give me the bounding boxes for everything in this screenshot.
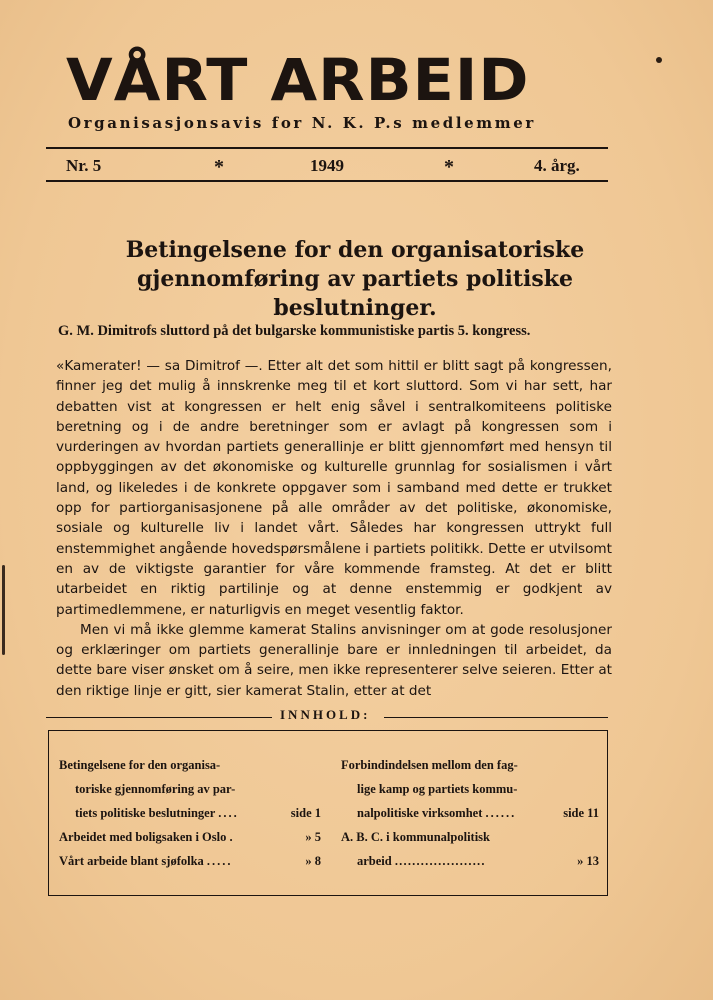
article-headline: [60, 236, 650, 323]
contents-entry-line: Forbindindelsen mellom den fag-: [341, 758, 518, 772]
contents-entry-text: Vårt arbeide blant sjøfolka: [59, 854, 204, 868]
leader-dots: .....................: [394, 854, 486, 868]
page-reference: side 1: [290, 806, 321, 820]
article-byline: G. M. Dimitrofs sluttord på det bulgarske kommunistiske partis 5. kongress.: [58, 323, 531, 339]
issue-line: [66, 156, 586, 180]
leader-dots: .: [229, 830, 235, 844]
contents-entry-line: [59, 849, 321, 873]
contents-entry-text: arbeid: [357, 854, 392, 868]
contents-entry-line: [59, 825, 321, 849]
contents-entry-text: tiets politiske beslutninger: [75, 806, 216, 820]
contents-header: [46, 707, 608, 727]
leader-dots: .....: [206, 854, 233, 868]
contents-column-left: [59, 753, 321, 873]
page-reference: » 8: [305, 854, 321, 868]
page-reference: » 13: [577, 854, 599, 868]
page-reference: » 5: [305, 830, 321, 844]
contents-entry-line: lige kamp og partiets kommu-: [357, 782, 518, 796]
headline-line: beslutninger.: [273, 295, 437, 321]
contents-box: [48, 730, 608, 896]
issue-volume: 4. årg.: [534, 156, 580, 175]
contents-entry-line: [341, 849, 599, 873]
contents-entry-line: toriske gjennomføring av par-: [75, 782, 236, 796]
contents-column-right: [341, 753, 599, 873]
masthead-title: VÅRT ARBEID: [66, 46, 530, 114]
contents-rule-right: [384, 717, 608, 718]
article-paragraph: «Kamerater! — sa Dimitrof —. Etter alt det som hittil er blitt sagt på kongressen, finner jeg det mulig å innskrenke meg til et kort sluttord. Som vi har sett, har debatten vist at kongressen er helt enig såvel i sentralkomiteens politiske beretning og i de andre beretninger som er avlagt på kongressen som i vurderingen av hvordan partiets generallinje er blitt gjennomført med hensyn til oppbyggingen av det økonomiske og kulturelle grunnlag for sosialismen i vårt land, og likeledes i de konkrete oppgaver som i samband med dette er trukket opp for partiorganisasjonene på alle områder av det politiske, økonomiske, sosiale og kulturelle liv i landet vårt. Således har kongressen uttrykt full enstemmighet angående hovedspørsmålene i partiets politikk. Dette er utvilsomt en av de viktigste garantier for våre kommende framsteg. At det er blitt utarbeidet en riktig partilinje og at denne enstemmig er godkjent av partimedlemmene, er naturligvis en meget vesentlig faktor.: [56, 358, 612, 618]
masthead-subtitle: Organisasjonsavis for N. K. P.s medlemmer: [68, 114, 536, 132]
issue-year: 1949: [310, 156, 344, 175]
top-rule: [46, 147, 608, 149]
contents-entry-text: Arbeidet med boligsaken i Oslo: [59, 830, 227, 844]
contents-entry-line: A. B. C. i kommunalpolitisk: [341, 830, 490, 844]
article-paragraph: Men vi må ikke glemme kamerat Stalins anvisninger om at gode resolusjoner og erklæringer om partiets generallinje bare er innledningen til arbeidet, da dette bare viser ønsket om å seire, men ikke representerer selve seieren. Etter at den riktige linje er gitt, sier kamerat Stalin, etter at det: [56, 621, 612, 699]
contents-entry-line: Betingelsene for den organisa-: [59, 758, 221, 772]
issue-number: Nr. 5: [66, 156, 102, 175]
star-icon: *: [444, 156, 454, 178]
contents-entry-line: [341, 801, 599, 825]
ink-spot: [656, 57, 662, 63]
binding-mark: [2, 565, 5, 655]
contents-entry-text: nalpolitiske virksomhet: [357, 806, 483, 820]
article-body: [56, 356, 612, 701]
bottom-rule: [46, 180, 608, 182]
contents-entry-line: [59, 801, 321, 825]
leader-dots: ......: [485, 806, 517, 820]
contents-rule-left: [46, 717, 272, 718]
headline-line: Betingelsene for den organisatoriske: [125, 237, 585, 263]
leader-dots: ....: [218, 806, 239, 820]
contents-heading: INNHOLD:: [280, 707, 371, 722]
headline-line: gjennomføring av partiets politiske: [137, 266, 573, 292]
star-icon: *: [214, 156, 224, 178]
page-reference: side 11: [563, 806, 599, 820]
